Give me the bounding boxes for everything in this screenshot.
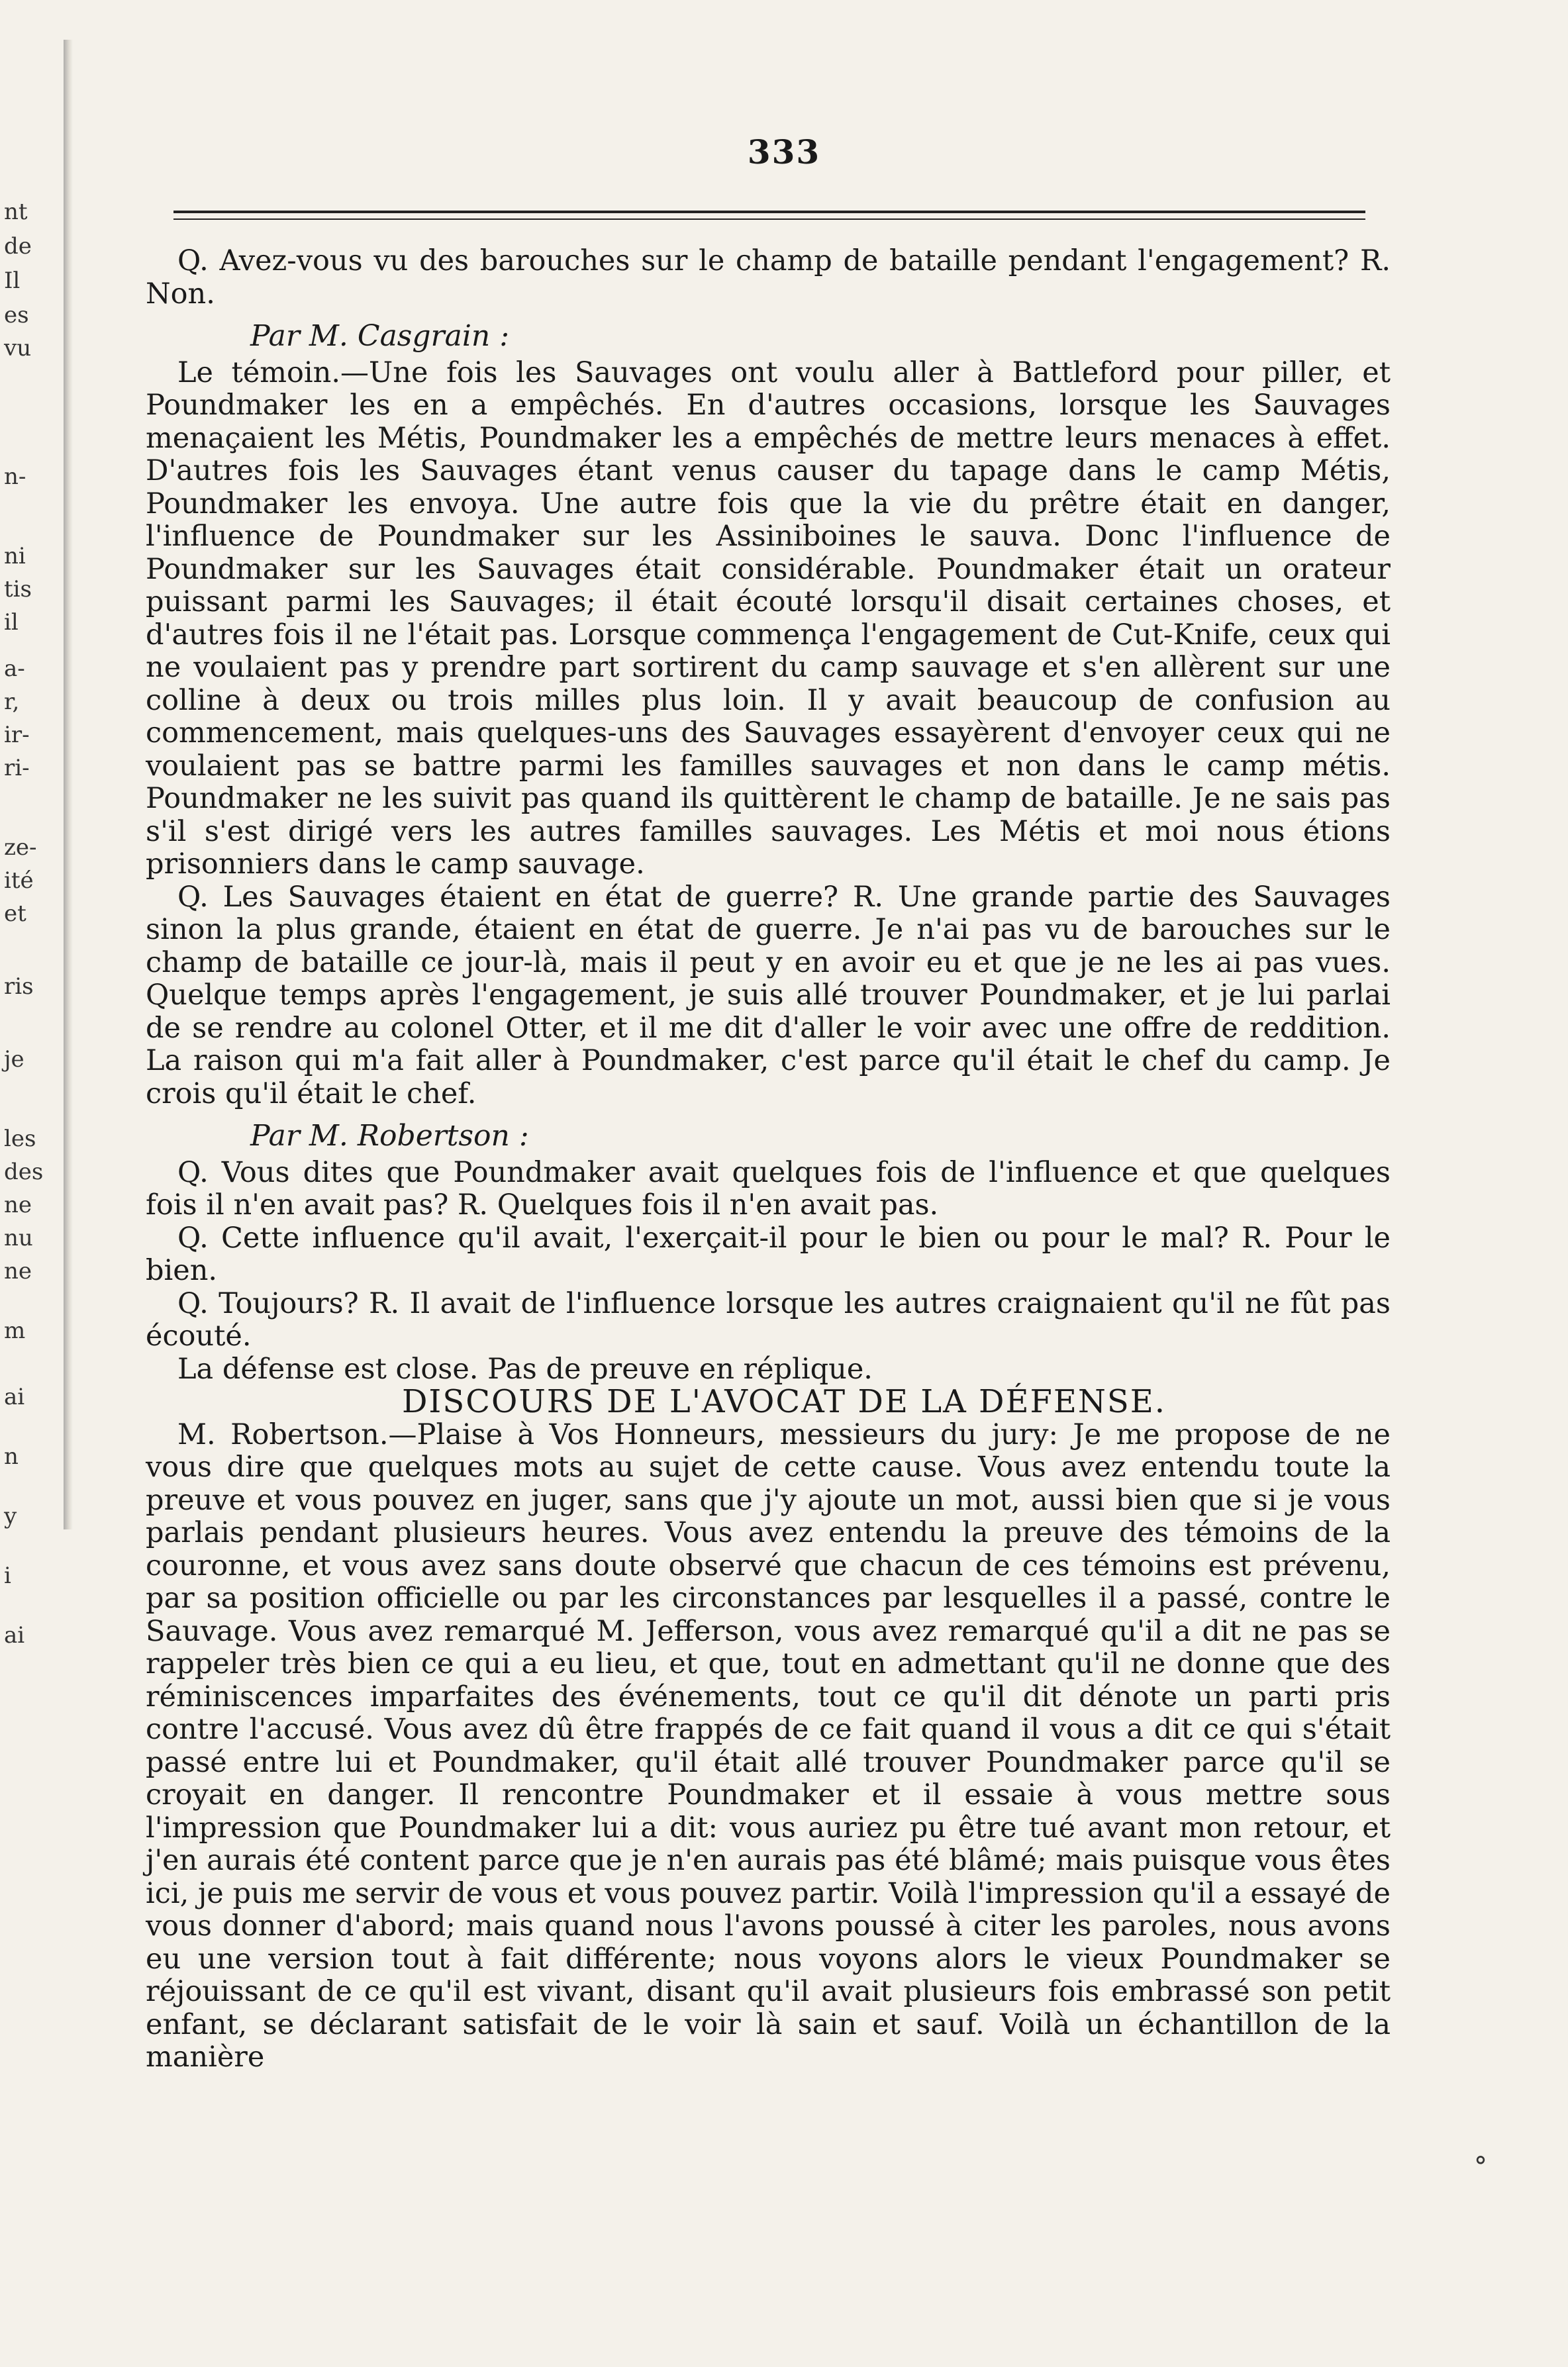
paragraph-closing: La défense est close. Pas de preuve en réplique.: [177, 1352, 873, 1386]
paragraph-question: Q. Toujours? R. Il avait de l'influence lorsque les autres craignaient qu'il ne fût pas écouté.: [146, 1286, 1391, 1353]
gutter-fragment: vu: [4, 335, 32, 362]
paragraph-defense-speech: M. Robertson.—Plaise à Vos Honneurs, messieurs du jury: Je me propose de ne vous dire que quelques mots au sujet de cette cause. Vous avez entendu toute la preuve et vous pouvez en juger, sans que j'y ajoute un mot, aussi bien que si je vous parlais pendant plusieurs heures. Vous avez entendu la preuve des témoins de la couronne, et vous avez sans doute observé que chacun de ces témoins est prévenu, par sa position officielle ou par les circonstances par lesquelles il a passé, contre le Sauvage. Vous avez remarqué M. Jefferson, vous avez remarqué qu'il a dit ne pas se rappeler très bien ce qui a eu lieu, et que, tout en admettant qu'il ne donne que des réminiscences imparfaites des événements, tout ce qu'il dit dénote un parti pris contre l'accusé. Vous avez dû être frappés de ce fait quand il vous a dit ce qui s'était passé entre lui et Poundmaker, qu'il était allé trouver Poundmaker parce qu'il se croyait en danger. Il rencontre Poundmaker et il essaie à vous mettre sous l'impression que Poundmaker lui a dit: vous auriez pu être tué avant mon retour, et j'en aurais été content parce que je n'en aurais pas été blâmé; mais puisque vous êtes ici, je puis me servir de vous et vous pouvez partir. Voilà l'impression qu'il a essayé de vous donner d'abord; mais quand nous l'avons poussé à citer les paroles, nous avons eu une version tout à fait différente; nous voyons alors le vieux Poundmaker se réjouissant de ce qu'il est vivant, disant qu'il avait plusieurs fois embrassé son petit enfant, se déclarant satisfait de le voir là sain et sauf. Voilà un échantillon de la manière: [146, 1418, 1391, 2074]
gutter-fragment: ni: [4, 543, 26, 569]
stray-mark: °: [1474, 2152, 1487, 2182]
gutter-fragment: es: [4, 302, 29, 328]
gutter-fragment: je: [4, 1046, 24, 1073]
gutter-fragment: i: [4, 1563, 11, 1589]
paragraph-question: Q. Les Sauvages étaient en état de guerre? R. Une grande partie des Sauvages sinon la plus grande, étaient en état de guerre. Je n'ai pas vu de barouches sur le champ de bataille ce jour-là, mais il peut y en avoir eu et que je ne les ai pas vues. Quelque temps après l'engagement, je suis allé trouver Poundmaker, et je lui parlai de se rendre au colonel Otter, et il me dit d'aller le voir avec une offre de reddition. La raison qui m'a fait aller à Poundmaker, c'est parce qu'il était le chef du camp. Je crois qu'il était le chef.: [146, 880, 1391, 1110]
gutter-fragment: les: [4, 1126, 36, 1152]
gutter-fragment: des: [4, 1159, 44, 1185]
header-rule-thin: [173, 218, 1365, 220]
gutter-fragment: de: [4, 233, 32, 260]
gutter-fragment: nu: [4, 1225, 33, 1251]
gutter-fragment: m: [4, 1318, 26, 1344]
gutter-fragment: Il: [4, 267, 21, 294]
gutter-fragment: n: [4, 1443, 19, 1470]
section-title: DISCOURS DE L'AVOCAT DE LA DÉFENSE.: [401, 1383, 1167, 1420]
gutter-fragment: ze-: [4, 834, 37, 861]
header-rule-thick: [173, 211, 1365, 213]
gutter-fragment: et: [4, 900, 26, 927]
gutter-fragment: ris: [4, 973, 34, 1000]
paragraph-question: Q. Vous dites que Poundmaker avait quelques fois de l'influence et que quelques fois il n'en avait pas? R. Quelques fois il n'en avait pas.: [146, 1155, 1391, 1222]
page-number: 333: [747, 132, 821, 171]
left-gutter-bleed: [0, 0, 99, 2367]
page-body: [146, 245, 1391, 2074]
paragraph-question: Q. Cette influence qu'il avait, l'exerçait-il pour le bien ou pour le mal? R. Pour le bien.: [146, 1221, 1391, 1287]
paragraph-testimony: Le témoin.—Une fois les Sauvages ont voulu aller à Battleford pour piller, et Poundmaker les en a empêchés. En d'autres occasions, lorsque les Sauvages menaçaient les Métis, Poundmaker les a empêchés de mettre leurs menaces à effet. D'autres fois les Sauvages étant venus causer du tapage dans le camp Métis, Poundmaker les envoya. Une autre fois que la vie du prêtre était en danger, l'influence de Poundmaker sur les Assiniboines le sauva. Donc l'influence de Poundmaker sur les Sauvages était considérable. Poundmaker était un orateur puissant parmi les Sauvages; il était écouté lorsqu'il disait certaines choses, et d'autres fois il ne l'était pas. Lorsque commença l'engagement de Cut-Knife, ceux qui ne voulaient pas y prendre part sortirent du camp sauvage et s'en allèrent sur une colline à deux ou trois milles plus loin. Il y avait beaucoup de confusion au commencement, mais quelques-uns des Sauvages essayèrent d'envoyer ceux qui ne voulaient pas se battre parmi les familles sauvages et non dans le camp métis. Poundmaker ne les suivit pas quand ils quittèrent le champ de bataille. Je ne sais pas s'il s'est dirigé vers les autres familles sauvages. Les Métis et moi nous étions prisonniers dans le camp sauvage.: [146, 356, 1391, 881]
gutter-fragment: ri-: [4, 755, 30, 781]
gutter-fragment: tis: [4, 576, 32, 603]
binding-edge: [64, 40, 73, 1529]
gutter-fragment: ai: [4, 1622, 25, 1649]
gutter-fragment: y: [4, 1503, 17, 1529]
speaker-robertson: Par M. Robertson :: [250, 1119, 529, 1153]
paragraph-question: Q. Avez-vous vu des barouches sur le champ de bataille pendant l'engagement? R. Non.: [146, 244, 1391, 311]
gutter-fragment: ne: [4, 1258, 32, 1284]
gutter-fragment: r,: [4, 689, 20, 715]
speaker-casgrain: Par M. Casgrain :: [250, 319, 510, 353]
gutter-fragment: ne: [4, 1192, 32, 1218]
gutter-fragment: ité: [4, 867, 34, 894]
gutter-fragment: a-: [4, 655, 25, 682]
gutter-fragment: il: [4, 609, 19, 636]
gutter-fragment: ir-: [4, 722, 30, 748]
gutter-fragment: n-: [4, 463, 26, 490]
gutter-fragment: ai: [4, 1384, 25, 1410]
gutter-fragment: nt: [4, 199, 28, 225]
